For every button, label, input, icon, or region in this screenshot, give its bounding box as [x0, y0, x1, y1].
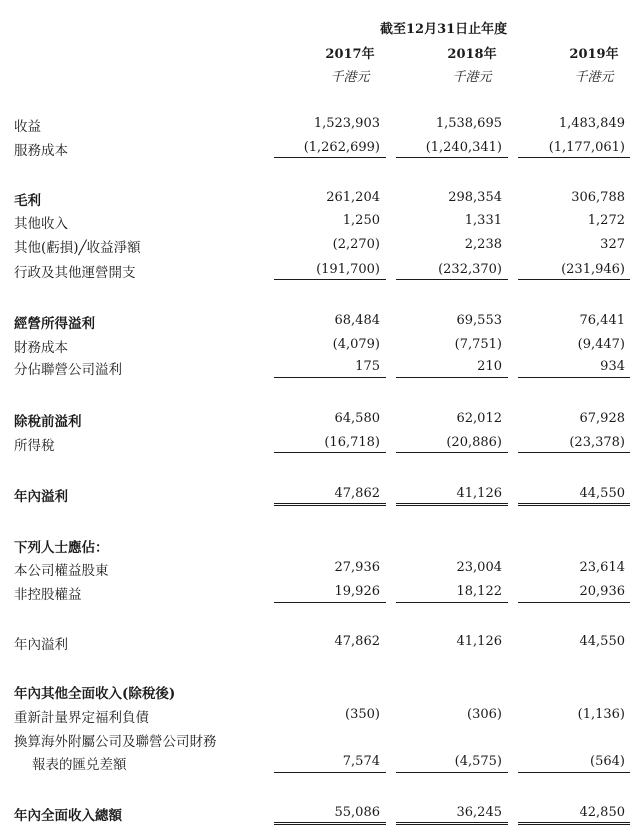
row-label-exchange-differences-line1: 換算海外附屬公司及聯營公司財務: [14, 734, 217, 750]
underline: [274, 157, 386, 158]
row-value-share-of-associates-2017: 175: [355, 359, 380, 374]
row-value-non-controlling-interests-2017: 19,926: [334, 584, 380, 599]
row-label-other-income: 其他收入: [14, 216, 68, 232]
underline: [396, 157, 508, 158]
row-value-cost-of-services-2018: (1,240,341): [425, 140, 502, 155]
row-label-finance-costs: 財務成本: [14, 340, 68, 356]
row-value-finance-costs-2017: (4,079): [332, 337, 380, 352]
row-value-profit-for-year-2-2017: 47,862: [334, 634, 380, 649]
row-value-total-comprehensive-income-2019: 42,850: [579, 805, 625, 820]
row-value-income-tax-2017: (16,718): [324, 435, 380, 450]
row-value-other-income-2019: 1,272: [587, 213, 625, 228]
row-label-admin-expenses: 行政及其他運營開支: [14, 265, 136, 281]
row-value-admin-expenses-2019: (231,946): [561, 262, 625, 277]
row-label-gross-profit: 毛利: [14, 193, 41, 209]
row-value-cost-of-services-2019: (1,177,061): [548, 140, 625, 155]
row-label-total-comprehensive-income: 年內全面收入總額: [14, 808, 122, 824]
row-value-profit-before-tax-2018: 62,012: [456, 411, 502, 426]
row-value-profit-for-year-2017: 47,862: [334, 486, 380, 501]
row-label-equity-shareholders: 本公司權益股東: [14, 563, 109, 579]
row-label-other-comprehensive-income: 年內其他全面收入(除稅後): [14, 686, 176, 702]
underline: [274, 279, 386, 280]
row-value-other-gains-losses-2019: 327: [600, 237, 625, 252]
row-value-share-of-associates-2019: 934: [600, 359, 625, 374]
row-value-total-comprehensive-income-2018: 36,245: [456, 805, 502, 820]
underline: [518, 772, 630, 773]
row-label-profit-for-year-2: 年內溢利: [14, 637, 68, 653]
row-label-income-tax: 所得稅: [14, 438, 55, 454]
underline: [396, 377, 508, 378]
row-value-operating-profit-2019: 76,441: [579, 313, 625, 328]
row-label-revenue: 收益: [14, 119, 41, 135]
year-2017-header: 2017年: [325, 47, 375, 62]
row-value-revenue-2019: 1,483,849: [558, 116, 625, 131]
row-value-other-gains-losses-2018: 2,238: [464, 237, 502, 252]
underline: [518, 602, 630, 603]
row-value-profit-before-tax-2017: 64,580: [334, 411, 380, 426]
row-value-admin-expenses-2018: (232,370): [438, 262, 502, 277]
double-underline: [396, 822, 508, 825]
double-underline: [518, 822, 630, 825]
year-2018-header: 2018年: [447, 47, 497, 62]
double-underline: [274, 822, 386, 825]
underline: [518, 157, 630, 158]
row-value-revenue-2018: 1,538,695: [435, 116, 502, 131]
row-value-operating-profit-2017: 68,484: [334, 313, 380, 328]
double-underline: [518, 503, 630, 506]
row-label-cost-of-services: 服務成本: [14, 143, 68, 159]
row-value-finance-costs-2018: (7,751): [454, 337, 502, 352]
row-value-non-controlling-interests-2018: 18,122: [456, 584, 502, 599]
row-value-admin-expenses-2017: (191,700): [316, 262, 380, 277]
row-value-profit-for-year-2-2019: 44,550: [579, 634, 625, 649]
row-value-revenue-2017: 1,523,903: [313, 116, 380, 131]
double-underline: [274, 503, 386, 506]
row-value-exchange-differences-2019: (564): [590, 754, 625, 769]
row-value-equity-shareholders-2019: 23,614: [579, 560, 625, 575]
row-value-other-income-2018: 1,331: [464, 213, 502, 228]
underline: [518, 377, 630, 378]
double-underline: [396, 503, 508, 506]
unit-2019: 千港元: [574, 70, 614, 85]
row-value-other-income-2017: 1,250: [342, 213, 380, 228]
row-label-share-of-associates: 分佔聯營公司溢利: [14, 362, 122, 378]
row-value-profit-for-year-2019: 44,550: [579, 486, 625, 501]
underline: [396, 452, 508, 453]
row-value-cost-of-services-2017: (1,262,699): [303, 140, 380, 155]
row-label-attributable-to: 下列人士應佔：: [14, 540, 109, 556]
row-label-non-controlling-interests: 非控股權益: [14, 587, 82, 603]
row-value-equity-shareholders-2017: 27,936: [334, 560, 380, 575]
row-value-total-comprehensive-income-2017: 55,086: [334, 805, 380, 820]
year-2019-header: 2019年: [569, 47, 619, 62]
row-label-exchange-differences-line2: 報表的匯兑差額: [32, 757, 127, 773]
underline: [396, 772, 508, 773]
underline: [396, 279, 508, 280]
row-value-gross-profit-2017: 261,204: [326, 190, 380, 205]
row-label-operating-profit: 經營所得溢利: [14, 316, 95, 332]
underline: [274, 772, 386, 773]
unit-2017: 千港元: [330, 70, 370, 85]
row-value-operating-profit-2018: 69,553: [456, 313, 502, 328]
row-value-profit-before-tax-2019: 67,928: [579, 411, 625, 426]
underline: [274, 602, 386, 603]
row-value-gross-profit-2019: 306,788: [571, 190, 625, 205]
row-value-equity-shareholders-2018: 23,004: [456, 560, 502, 575]
row-value-share-of-associates-2018: 210: [477, 359, 502, 374]
row-value-non-controlling-interests-2019: 20,936: [579, 584, 625, 599]
row-label-profit-for-year: 年內溢利: [14, 489, 68, 505]
row-label-profit-before-tax: 除稅前溢利: [14, 414, 82, 430]
underline: [274, 377, 386, 378]
row-value-finance-costs-2019: (9,447): [577, 337, 625, 352]
row-value-remeasurement-2019: (1,136): [577, 707, 625, 722]
row-value-other-gains-losses-2017: (2,270): [332, 237, 380, 252]
row-value-income-tax-2019: (23,378): [569, 435, 625, 450]
row-value-exchange-differences-2018: (4,575): [454, 754, 502, 769]
underline: [396, 602, 508, 603]
row-value-profit-for-year-2018: 41,126: [456, 486, 502, 501]
row-value-gross-profit-2018: 298,354: [448, 190, 502, 205]
row-value-exchange-differences-2017: 7,574: [342, 754, 380, 769]
row-value-remeasurement-2018: (306): [467, 707, 502, 722]
row-label-other-gains-losses: 其他(虧損)╱收益淨額: [14, 240, 141, 256]
underline: [518, 279, 630, 280]
row-value-income-tax-2018: (20,886): [446, 435, 502, 450]
underline: [274, 452, 386, 453]
period-header: 截至12月31日止年度: [380, 22, 508, 37]
underline: [518, 452, 630, 453]
row-value-profit-for-year-2-2018: 41,126: [456, 634, 502, 649]
unit-2018: 千港元: [452, 70, 492, 85]
row-label-remeasurement: 重新計量界定福利負債: [14, 710, 149, 726]
row-value-remeasurement-2017: (350): [345, 707, 380, 722]
